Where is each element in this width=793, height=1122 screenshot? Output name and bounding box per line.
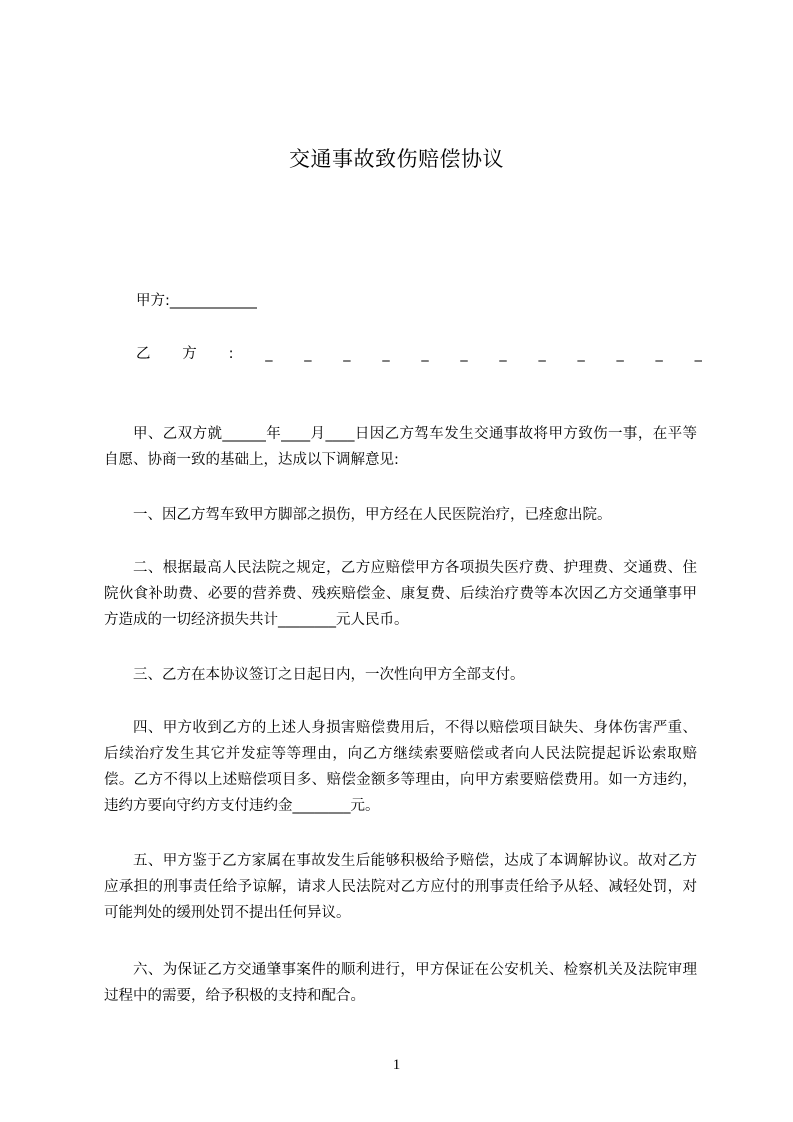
clause-4-paragraph: 四、甲方收到乙方的上述人身损害赔偿费用后，不得以赔偿项目缺失、身体伤害严重、后续治疗发生其它并发症等等理由，向乙方继续索要赔偿或者向人民法院提起诉讼索取赔偿。乙方不得以上述赔偿项目多、赔偿金额多等理由，向甲方索要赔偿费用。如一方违约，违约方要向守约方支付违约金________元。 [104,720,697,814]
clause-6-paragraph: 六、为保证乙方交通肇事案件的顺利进行，甲方保证在公安机关、检察机关及法院审理过程中的需要，给予积极的支持和配合。 [104,962,697,1004]
party-b-blank-mark: _ [304,346,312,362]
party-a-line: 甲方:____________ [136,293,257,309]
clause-2-paragraph: 二、根据最高人民法院之规定，乙方应赔偿甲方各项损失医疗费、护理费、交通费、住院伙食补助费、必要的营养费、残疾赔偿金、康复费、后续治疗费等本次因乙方交通肇事甲方造成的一切经济损失共计________元人民币。 [104,560,697,628]
party-b-blank-mark: _ [538,346,546,362]
party-b-blank-mark: _ [616,346,624,362]
party-b-blank-mark: _ [655,346,663,362]
party-b-line [136,345,702,363]
clause-1-paragraph: 一、因乙方驾车致甲方脚部之损伤，甲方经在人民医院治疗，已痊愈出院。 [133,507,612,523]
party-b-label-char: 乙 [136,346,151,362]
page-number: 1 [392,1057,401,1073]
intro-paragraph: 甲、乙双方就______年____月____日因乙方驾车发生交通事故将甲方致伤一事，在平等自愿、协商一致的基础上，达成以下调解意见: [104,426,697,468]
party-b-blank-mark: _ [694,346,702,362]
document-title: 交通事故致伤赔偿协议 [289,147,504,171]
party-b-blank-mark: _ [343,346,351,362]
clause-3-paragraph: 三、乙方在本协议签订之日起日内，一次性向甲方全部支付。 [133,667,525,683]
party-b-blank-mark: _ [460,346,468,362]
party-b-blank-mark: _ [265,346,273,362]
party-b-label-colon: : [228,346,234,362]
party-b-blank-mark: _ [421,346,429,362]
party-b-blank-mark: _ [382,346,390,362]
clause-5-paragraph: 五、甲方鉴于乙方家属在事故发生后能够积极给予赔偿，达成了本调解协议。故对乙方应承担的刑事责任给予谅解，请求人民法院对乙方应付的刑事责任给予从轻、减轻处罚，对可能判处的缓刑处罚不提出任何异议。 [104,853,697,921]
party-b-blank-mark: _ [577,346,585,362]
party-b-blank-mark: _ [499,346,507,362]
party-b-label-char: 方 [182,346,197,362]
